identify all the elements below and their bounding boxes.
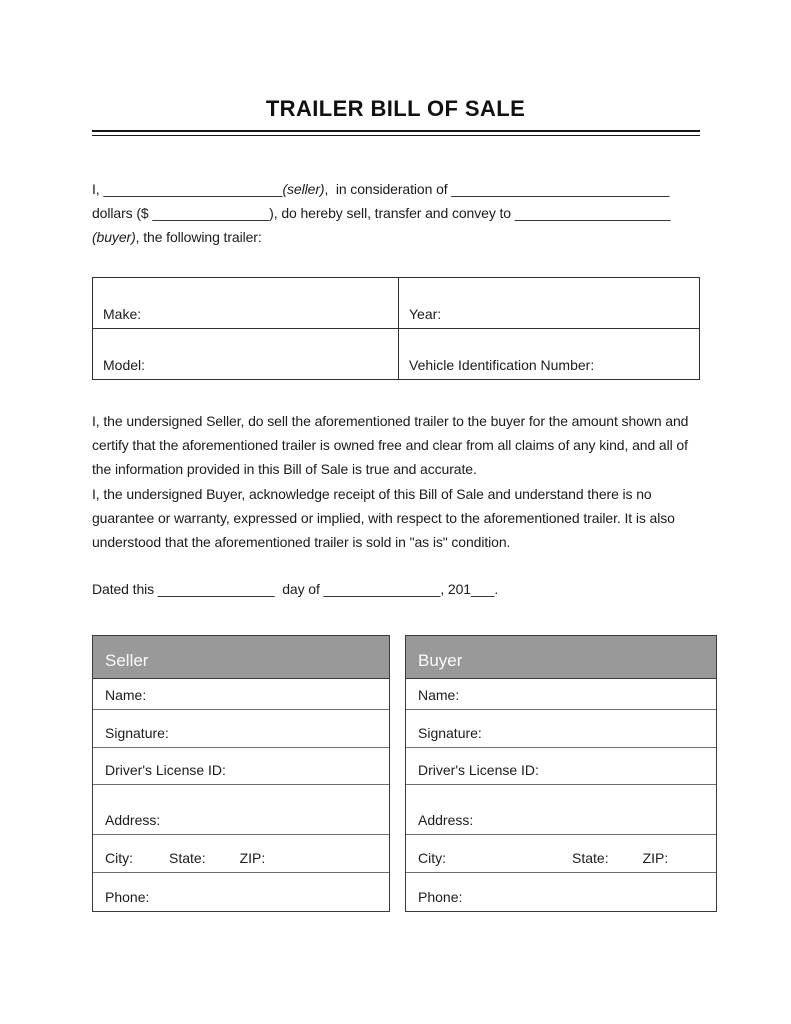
dated-line — [92, 577, 708, 601]
buyer-address-label: Address: — [418, 812, 474, 828]
day-blank[interactable]: _______________ — [157, 581, 275, 597]
buyer-signature-field[interactable] — [406, 710, 716, 748]
buyer-name-blank[interactable]: ____________________ — [514, 205, 671, 221]
intro-text-3: dollars ($ — [92, 205, 153, 221]
seller-word: (seller) — [282, 181, 325, 197]
seller-address-field[interactable] — [93, 785, 389, 835]
seller-name-label: Name: — [105, 687, 147, 703]
dated-text-4: . — [494, 581, 499, 597]
seller-city-label: City: — [105, 850, 133, 866]
divider-thin-line — [92, 135, 700, 136]
dated-text-1: Dated this — [92, 581, 158, 597]
intro-text-1: I, — [92, 181, 104, 197]
vehicle-table — [92, 277, 700, 380]
page-title: TRAILER BILL OF SALE — [265, 96, 526, 121]
intro-text-2: , in consideration of — [324, 181, 452, 197]
seller-zip-label: ZIP: — [239, 850, 266, 866]
seller-city-state-zip-field[interactable] — [93, 835, 389, 873]
seller-phone-label: Phone: — [105, 889, 150, 905]
buyer-box-header — [406, 636, 716, 679]
buyer-name-label: Name: — [418, 687, 460, 703]
buyer-address-field[interactable] — [406, 785, 716, 835]
model-label: Model: — [103, 357, 146, 373]
seller-license-field[interactable] — [93, 748, 389, 785]
year-blank[interactable]: ___ — [470, 581, 495, 597]
model-field[interactable] — [93, 329, 399, 379]
seller-box — [92, 635, 390, 912]
divider-thick-line — [92, 130, 700, 132]
make-field[interactable] — [93, 278, 399, 329]
consideration-blank[interactable]: ____________________________ — [451, 181, 670, 197]
dated-text-3: , 201 — [440, 581, 471, 597]
buyer-word: (buyer) — [92, 229, 136, 245]
seller-phone-field[interactable] — [93, 873, 389, 911]
buyer-signature-label: Signature: — [418, 725, 482, 741]
buyer-box-title: Buyer — [418, 651, 463, 670]
seller-state-label: State: — [169, 850, 206, 866]
buyer-license-field[interactable] — [406, 748, 716, 785]
buyer-phone-field[interactable] — [406, 873, 716, 911]
title-divider — [92, 130, 700, 136]
buyer-city-label: City: — [418, 850, 446, 866]
make-label: Make: — [103, 306, 142, 322]
year-field[interactable] — [399, 278, 699, 329]
dated-text-2: day of — [274, 581, 324, 597]
seller-signature-label: Signature: — [105, 725, 169, 741]
seller-address-label: Address: — [105, 812, 161, 828]
buyer-license-label: Driver's License ID: — [418, 762, 539, 778]
buyer-city-state-zip-field[interactable] — [406, 835, 716, 873]
month-blank[interactable]: _______________ — [323, 581, 441, 597]
buyer-statement: I, the undersigned Buyer, acknowledge receipt of this Bill of Sale and understand there is no guarantee or warranty, expressed or implied, with respect to the aforementioned trailer. It is also understood that the aforementioned trailer is sold in "as is" condition. — [92, 486, 675, 550]
seller-signature-field[interactable] — [93, 710, 389, 748]
buyer-phone-label: Phone: — [418, 889, 463, 905]
buyer-name-field[interactable] — [406, 679, 716, 710]
seller-box-title: Seller — [105, 651, 149, 670]
intro-paragraph — [92, 177, 708, 249]
buyer-state-label: State: — [572, 850, 609, 866]
seller-name-field[interactable] — [93, 679, 389, 710]
seller-license-label: Driver's License ID: — [105, 762, 226, 778]
intro-text-5: , the following trailer: — [135, 229, 262, 245]
year-label: Year: — [409, 306, 442, 322]
seller-box-header — [93, 636, 389, 679]
dollar-amount-blank[interactable]: _______________ — [152, 205, 270, 221]
seller-statement: I, the undersigned Seller, do sell the aforementioned trailer to the buyer for the amount shown and certify that the aforementioned trailer is owned free and clear from all claims of any kind, and all of the information provided in this Bill of Sale is true and accurate. — [92, 413, 689, 477]
buyer-box — [405, 635, 717, 912]
intro-text-4: ), do hereby sell, transfer and convey to — [269, 205, 515, 221]
vin-field[interactable] — [399, 329, 699, 379]
vin-label: Vehicle Identification Number: — [409, 357, 595, 373]
buyer-zip-label: ZIP: — [642, 850, 669, 866]
seller-name-blank[interactable]: _______________________ — [103, 181, 283, 197]
